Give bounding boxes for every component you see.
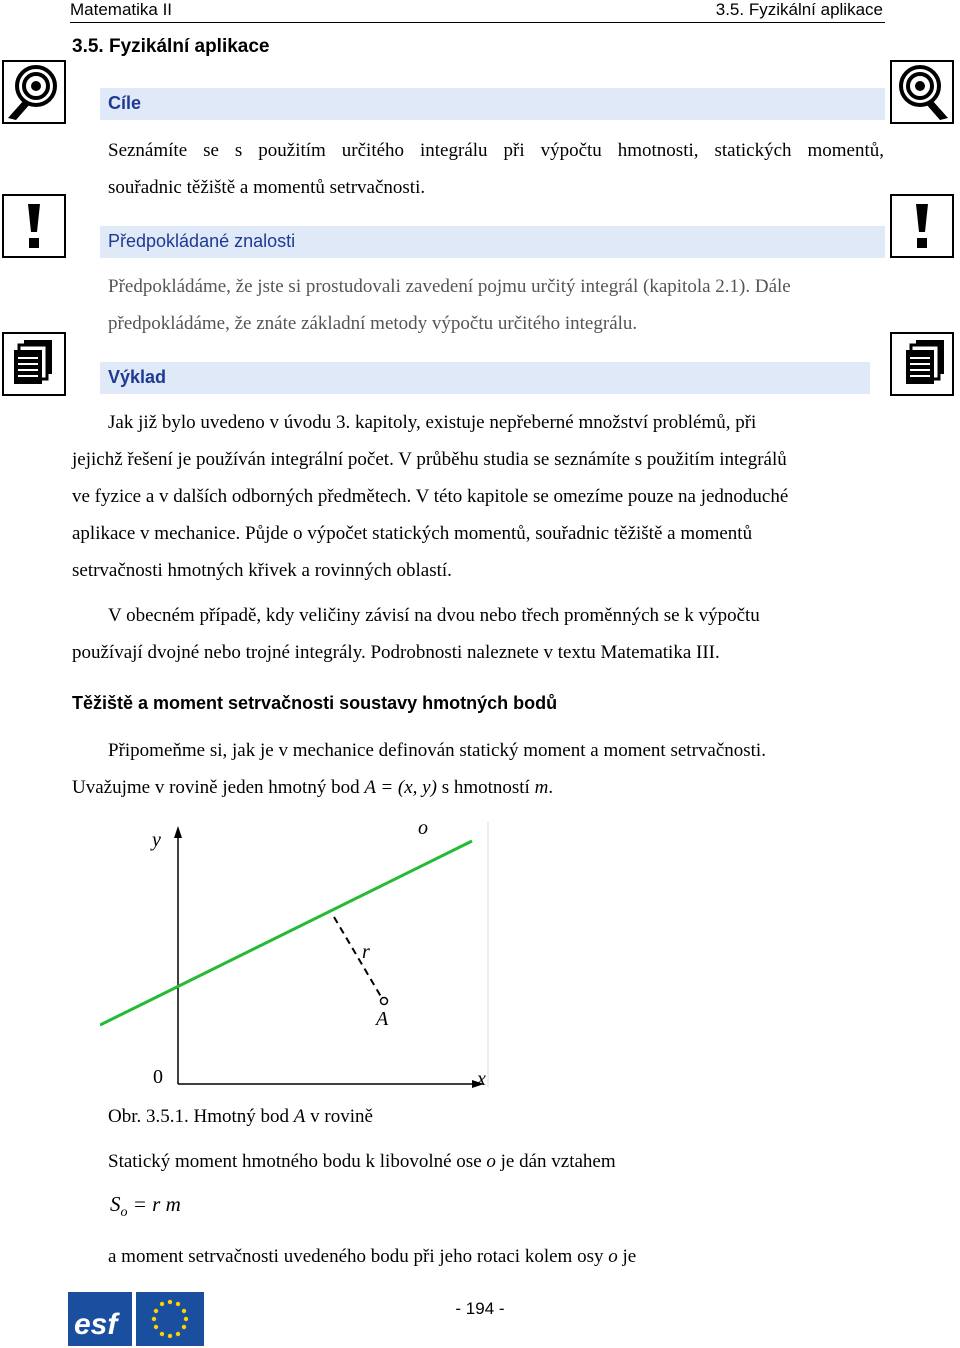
exclamation-icon: [2, 194, 66, 258]
distance-r: [334, 917, 383, 1000]
label-o: o: [418, 817, 428, 839]
para-line: aplikace v mechanice. Půjde o výpočet statických momentů, souřadnic těžiště a momentů: [72, 523, 753, 544]
explanation-para2: [72, 597, 884, 671]
axis-o-line: [100, 841, 472, 1025]
para-line: ve fyzice a v dalších odborných předmětech. V této kapitole se omezíme pouze na jednoduché: [72, 486, 789, 507]
math-o: o: [486, 1151, 496, 1172]
math-point: A = (x, y): [364, 777, 437, 798]
formula-sub: o: [120, 1205, 128, 1221]
documents-icon: [890, 332, 954, 396]
header-left: Matematika II: [70, 0, 173, 19]
prerequisites-line: předpokládáme, že znáte základní metody výpočtu určitého integrálu.: [108, 313, 638, 334]
explanation-band: [100, 362, 870, 394]
text-run: Obr. 3.5.1. Hmotný bod: [108, 1106, 294, 1127]
para-line: setrvačnosti hmotných křivek a rovinných oblastí.: [72, 560, 452, 581]
label-r: r: [362, 941, 370, 963]
paragraph-4: [108, 1143, 616, 1180]
label-y: y: [152, 829, 161, 851]
text-run: Uvažujme v rovině jeden hmotný bod: [72, 777, 365, 798]
text-run: a moment setrvačnosti uvedeného bodu při jeho rotaci kolem osy: [108, 1246, 609, 1267]
goals-line: souřadnic těžiště a momentů setrvačnosti.: [108, 177, 426, 198]
para-line: V obecném případě, kdy veličiny závisí na dvou nebo třech proměnných se k výpočtu: [108, 605, 760, 626]
para-line: používají dvojné nebo trojné integrály. Podrobnosti naleznete v textu Matematika III.: [72, 642, 720, 663]
label-zero: 0: [153, 1066, 163, 1088]
page-header: [70, 0, 885, 23]
exclamation-icon: [890, 194, 954, 258]
target-icon: [2, 60, 66, 124]
para-line: Připomeňme si, jak je v mechanice definován statický moment a moment setrvačnosti.: [108, 740, 766, 761]
prerequisites-text: [108, 268, 884, 342]
goals-line: Seznámíte se s použitím určitého integrálu při výpočtu hmotnosti, statických momentů,: [108, 140, 884, 161]
prerequisites-band: [100, 226, 885, 258]
prerequisites-line: Předpokládáme, že jste si prostudovali zavedení pojmu určitý integrál (kapitola 2.1). Dále: [108, 276, 791, 297]
explanation-heading: Výklad: [108, 367, 167, 387]
prerequisites-heading: Předpokládané znalosti: [108, 231, 296, 251]
header-right: 3.5. Fyzikální aplikace: [715, 0, 883, 19]
para-line: [72, 769, 884, 806]
label-x: x: [477, 1068, 486, 1090]
label-A: A: [376, 1008, 389, 1030]
math-o: o: [608, 1246, 618, 1267]
page-number: - 194 -: [455, 1299, 505, 1318]
text-run: je dán vztahem: [495, 1151, 616, 1172]
esf-logo-text: esf: [74, 1308, 118, 1341]
goals-text: [108, 132, 884, 206]
text-run: .: [548, 777, 554, 798]
figure-point-in-plane: [100, 812, 500, 1094]
formula-static-moment: [110, 1192, 181, 1221]
text-run: Statický moment hmotného bodu k libovolné ose: [108, 1151, 487, 1172]
section-title: 3.5. Fyzikální aplikace: [72, 36, 270, 57]
goals-heading: Cíle: [108, 93, 142, 113]
text-run: s hmotností: [436, 777, 535, 798]
para-line: Jak již bylo uvedeno v úvodu 3. kapitoly, existuje nepřeberné množství problémů, při: [108, 412, 757, 433]
para-line: jejichž řešení je používán integrální počet. V průběhu studia se seznámíte s použitím integrálů: [72, 449, 787, 470]
paragraph-3: [72, 732, 884, 806]
formula-rhs: = r m: [127, 1192, 181, 1216]
target-icon: [890, 60, 954, 124]
math-mass: m: [534, 777, 549, 798]
text-run: v rovině: [305, 1106, 373, 1127]
point-A: [381, 998, 388, 1005]
explanation-para1: [72, 404, 884, 589]
subsection-heading: Těžiště a moment setrvačnosti soustavy hmotných bodů: [72, 693, 558, 713]
paragraph-5: [108, 1238, 636, 1275]
figure-caption: [108, 1098, 373, 1135]
y-axis-arrow: [174, 826, 182, 838]
math-A: A: [293, 1106, 306, 1127]
goals-band: [100, 88, 885, 120]
documents-icon: [2, 332, 66, 396]
formula-S: S: [110, 1192, 121, 1216]
text-run: je: [617, 1246, 637, 1267]
